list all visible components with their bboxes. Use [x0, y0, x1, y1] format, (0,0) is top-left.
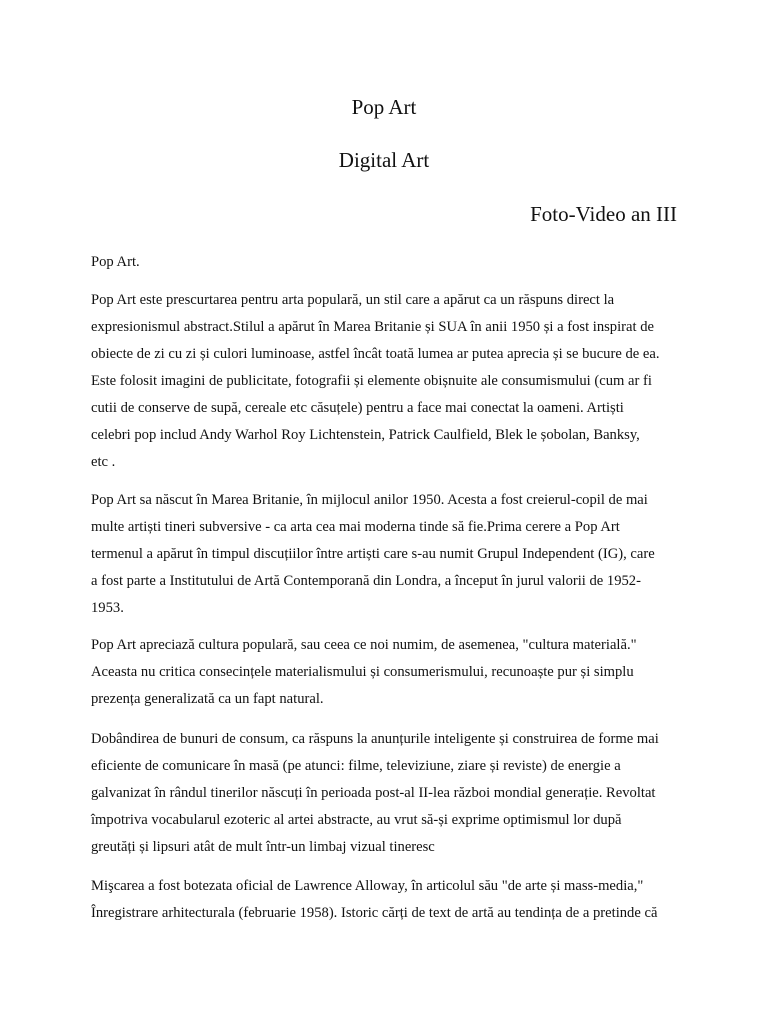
text-line: celebri pop includ Andy Warhol Roy Lichtenstein, Patrick Caulfield, Blek le șobolan, Banksy,	[91, 427, 640, 443]
paragraph	[91, 873, 679, 927]
text-line: prezența generalizată ca un fapt natural.	[91, 691, 324, 707]
paragraph	[91, 632, 679, 713]
paragraph	[91, 487, 679, 622]
text-line: Este folosit imagini de publicitate, fotografii și elemente obișnuite ale consumismului (cum ar fi	[91, 373, 652, 389]
text-line: termenul a apărut în timpul discuțiilor între artiști care s-au numit Grupul Independent (IG), care	[91, 546, 655, 562]
text-line: Pop Art apreciază cultura populară, sau ceea ce noi numim, de asemenea, "cultura materială."	[91, 637, 637, 653]
text-line: Pop Art sa născut în Marea Britanie, în mijlocul anilor 1950. Acesta a fost creierul-copil de mai	[91, 492, 648, 508]
text-line: greutăți și lipsuri atât de mult într-un limbaj vizual tineresc	[91, 839, 435, 855]
paragraph	[91, 287, 679, 476]
section-heading	[91, 249, 679, 276]
text-line: Pop Art.	[91, 254, 140, 270]
text-line: 1953.	[91, 600, 124, 616]
text-line: a fost parte a Institutului de Artă Contemporană din Londra, a început în jurul valorii de 1952-	[91, 573, 641, 589]
text-line: multe artiști tineri subversive - ca arta cea mai moderna tinde să fie.Prima cerere a Pop Art	[91, 519, 620, 535]
text-line: Aceasta nu critica consecințele materialismului și consumerismului, recunoaște pur și simplu	[91, 664, 634, 680]
text-line: împotriva vocabularul ezoteric al artei abstracte, au vrut să-și exprime optimismul lor după	[91, 812, 622, 828]
text-line: obiecte de zi cu zi și culori luminoase, astfel încât toată lumea ar putea aprecia și se bucure de ea.	[91, 346, 660, 362]
course-label: Foto-Video an III	[530, 202, 677, 226]
paragraph	[91, 726, 679, 861]
document-title: Pop Art	[351, 95, 417, 119]
text-line: etc .	[91, 454, 116, 470]
text-line: Pop Art este prescurtarea pentru arta populară, un stil care a apărut ca un răspuns direct la	[91, 292, 615, 308]
text-line: Mişcarea a fost botezata oficial de Lawrence Alloway, în articolul său "de arte și mass-media,"	[91, 878, 644, 894]
text-line: Dobândirea de bunuri de consum, ca răspuns la anunțurile inteligente și construirea de forme mai	[91, 731, 659, 747]
text-line: Înregistrare arhitecturala (februarie 1958). Istoric cărți de text de artă au tendința de a pretinde că	[91, 905, 658, 921]
text-line: eficiente de comunicare în masă (pe atunci: filme, televiziune, ziare și reviste) de energie a	[91, 758, 621, 774]
text-line: expresionismul abstract.Stilul a apărut în Marea Britanie și SUA în anii 1950 și a fost inspirat de	[91, 319, 654, 335]
text-line: cutii de conserve de supă, cereale etc căsuțele) pentru a face mai conectat la oameni. Artiști	[91, 400, 624, 416]
text-line: galvanizat în rândul tinerilor născuți în perioada post-al II-lea război mondial generație. Revoltat	[91, 785, 656, 801]
document-subtitle: Digital Art	[338, 148, 430, 172]
